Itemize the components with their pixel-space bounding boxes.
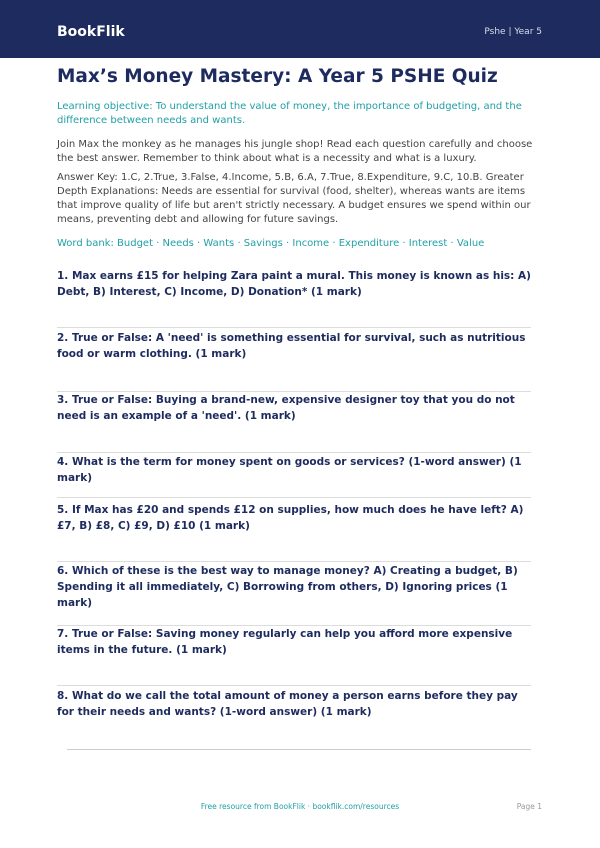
footer-link[interactable]: Free resource from BookFlik · bookflik.com/resources <box>200 802 400 811</box>
answer-line-3[interactable] <box>57 452 531 453</box>
answer-line-7[interactable] <box>57 685 531 686</box>
answer-key: Answer Key: 1.C, 2.True, 3.False, 4.Income, 5.B, 6.A, 7.True, 8.Expenditure, 9.C, 10.B. Greater Depth Explanations: Needs are essential for survival (food, shelter), whereas wants are items that improve quality of life but aren't strictly necessary. A budget ensures we spend within our means, preventing debt and allowing for future savings. <box>57 172 531 225</box>
footer-divider <box>67 749 531 750</box>
learning-objective: Learning objective: To understand the value of money, the importance of budgeting, and the difference between needs and wants. <box>57 101 522 126</box>
question-2: 2. True or False: A 'need' is something essential for survival, such as nutritious food or warm clothing. (1 mark) <box>57 332 526 360</box>
page-header <box>0 0 600 58</box>
breadcrumb: Pshe | Year 5 <box>484 27 542 37</box>
question-1: 1. Max earns £15 for helping Zara paint a mural. This money is known as his: A) Debt, B) Interest, C) Income, D) Donation* (1 mark) <box>57 270 531 298</box>
brand-logo[interactable]: BookFlik <box>57 24 125 40</box>
question-5: 5. If Max has £20 and spends £12 on supplies, how much does he have left? A) £7, B) £8, C) £9, D) £10 (1 mark) <box>57 504 524 532</box>
answer-line-4[interactable] <box>57 497 531 498</box>
page-number: Page 1 <box>516 802 542 811</box>
question-3: 3. True or False: Buying a brand-new, expensive designer toy that you do not need is an example of a 'need'. (1 mark) <box>57 394 515 422</box>
answer-line-5[interactable] <box>57 561 531 562</box>
answer-line-1[interactable] <box>57 327 531 328</box>
page-title: Max’s Money Mastery: A Year 5 PSHE Quiz <box>57 66 498 87</box>
word-bank: Word bank: Budget · Needs · Wants · Savings · Income · Expenditure · Interest · Value <box>57 238 485 249</box>
question-7: 7. True or False: Saving money regularly can help you afford more expensive items in the future. (1 mark) <box>57 628 513 656</box>
question-4: 4. What is the term for money spent on goods or services? (1-word answer) (1 mark) <box>57 456 522 484</box>
question-6: 6. Which of these is the best way to manage money? A) Creating a budget, B) Spending it all immediately, C) Borrowing from others, D) Ignoring prices (1 mark) <box>57 565 518 609</box>
question-8: 8. What do we call the total amount of money a person earns before they pay for their needs and wants? (1-word answer) (1 mark) <box>57 690 518 718</box>
intro-text: Join Max the monkey as he manages his jungle shop! Read each question carefully and choose the best answer. Remember to think about what is a necessity and what is a luxury. <box>57 139 533 164</box>
